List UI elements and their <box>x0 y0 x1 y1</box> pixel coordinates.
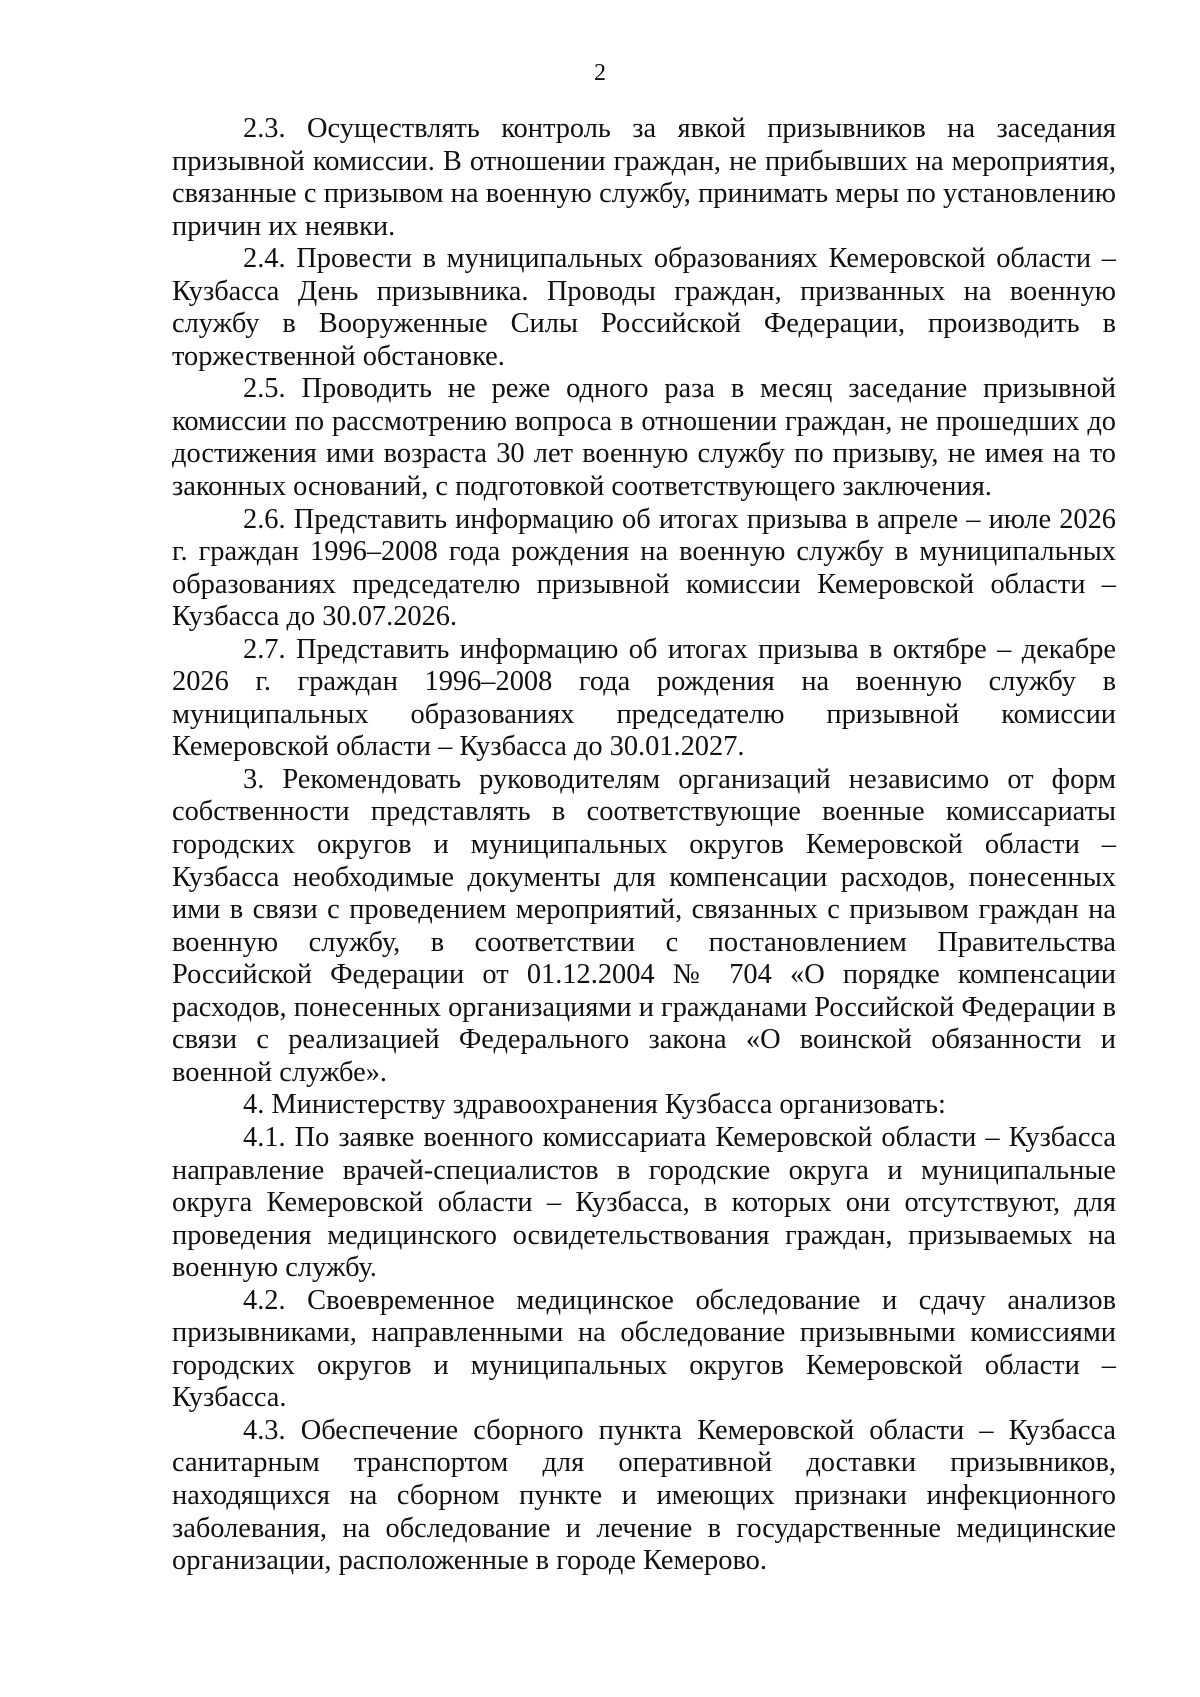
paragraph-4-1: 4.1. По заявке военного комиссариата Кемеровской области – Кузбасса направление врачей-специалистов в городские округа и муниципальные округа Кемеровской области – Кузбасса, в которых они отсутствуют, для проведения медицинского освидетельствования граждан, призываемых на военную службу. <box>172 1121 1116 1284</box>
paragraph-2-5: 2.5. Проводить не реже одного раза в месяц заседание призывной комиссии по рассмотрению вопроса в отношении граждан, не прошедших до достижения ими возраста 30 лет военную службу по призыву, не имея на то законных оснований, с подготовкой соответствующего заключения. <box>172 373 1116 503</box>
paragraph-4-3: 4.3. Обеспечение сборного пункта Кемеровской области – Кузбасса санитарным транспортом для оперативной доставки призывников, находящихся на сборном пункте и имеющих признаки инфекционного заболевания, на обследование и лечение в государственные медицинские организации, расположенные в городе Кемерово. <box>172 1414 1116 1577</box>
paragraph-2-3: 2.3. Осуществлять контроль за явкой призывников на заседания призывной комиссии. В отношении граждан, не прибывших на мероприятия, связанные с призывом на военную службу, принимать меры по установлению причин их неявки. <box>172 113 1116 242</box>
page-number: 2 <box>594 60 606 86</box>
paragraph-2-6: 2.6. Представить информацию об итогах призыва в апреле – июле 2026 г. граждан 1996–2008 года рождения на военную службу в муниципальных образованиях председателю призывной комиссии Кемеровской области – Кузбасса до 30.07.2026. <box>172 503 1116 633</box>
paragraph-2-4: 2.4. Провести в муниципальных образованиях Кемеровской области – Кузбасса День призывника. Проводы граждан, призванных на военную службу в Вооруженные Силы Российской Федерации, производить в торжественной обстановке. <box>172 243 1116 372</box>
paragraph-4: 4. Министерству здравоохранения Кузбасса организовать: <box>243 1089 946 1121</box>
paragraph-2-7: 2.7. Представить информацию об итогах призыва в октябре – декабре 2026 г. граждан 1996–2008 года рождения на военную службу в муниципальных образованиях председателю призывной комиссии Кемеровской области – Кузбасса до 30.01.2027. <box>172 633 1116 763</box>
paragraph-4-2: 4.2. Своевременное медицинское обследование и сдачу анализов призывниками, направленными на обследование призывными комиссиями городских округов и муниципальных округов Кемеровской области – Кузбасса. <box>172 1284 1116 1414</box>
paragraph-3: 3. Рекомендовать руководителям организаций независимо от форм собственности представлять в соответствующие военные комиссариаты городских округов и муниципальных округов Кемеровской области – Кузбасса необходимые документы для компенсации расходов, понесенных ими в связи с проведением мероприятий, связанных с призывом граждан на военную службу, в соответствии с постановлением Правительства Российской Федерации от 01.12.2004 № 704 «О порядке компенсации расходов, понесенных организациями и гражданами Российской Федерации в связи с реализацией Федерального закона «О воинской обязанности и военной службе». <box>172 763 1116 1088</box>
document-body <box>172 113 1116 1578</box>
